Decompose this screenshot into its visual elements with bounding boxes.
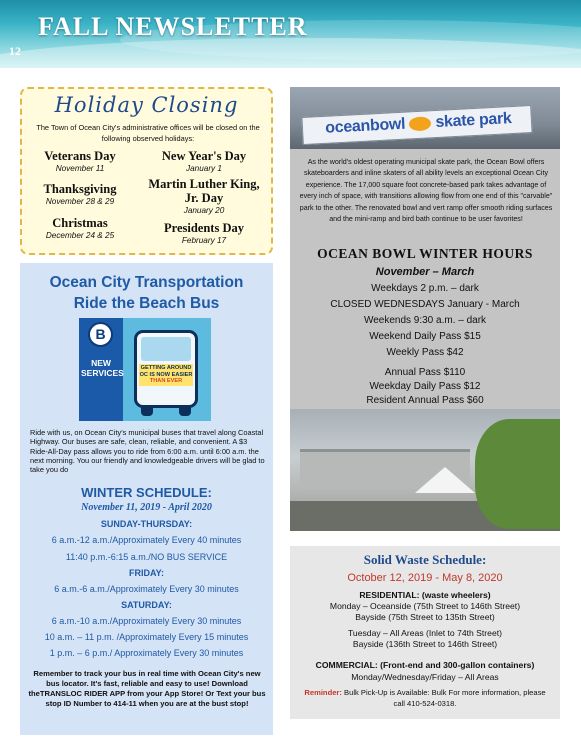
skate-hours-line: Weekends 9:30 a.m. – dark [363, 315, 487, 326]
bus-sign-line: THAN EVER [149, 378, 183, 385]
winter-schedule-dates: November 11, 2019 - April 2020 [81, 502, 212, 513]
bus-window [141, 337, 191, 361]
skate-hours-season: November – March [375, 266, 475, 278]
holiday-name: Veterans Day [44, 149, 116, 163]
holiday-item [140, 149, 268, 174]
bus-sign-line: GETTING AROUND [140, 365, 192, 371]
beach-bus-box [20, 263, 273, 735]
skate-pass-line: Weekday Daily Pass $12 [369, 381, 481, 392]
newsletter-title: FALL NEWSLETTER [38, 12, 308, 41]
schedule-line: 11:40 p.m.-6:15 a.m./NO BUS SERVICE [65, 552, 228, 562]
new-services-label: NEW SERVICES [81, 358, 124, 378]
skater-logo-icon [409, 116, 432, 131]
waste-line: Bayside (136th Street to 146th Street) [352, 639, 498, 649]
skate-park-box [290, 87, 560, 531]
holiday-title: Holiday Closing [54, 93, 239, 117]
skate-park-sign-text [311, 109, 527, 138]
schedule-line: 6 a.m.-10 a.m./Approximately Every 30 minutes [51, 616, 242, 626]
waste-line: RESIDENTIAL: (waste wheelers) [359, 590, 491, 600]
skate-park-sign [301, 105, 532, 145]
holiday-item [140, 221, 268, 246]
schedule-line: 1 p.m. – 6 p.m./ Approximately Every 30 minutes [49, 648, 244, 658]
holiday-item [30, 182, 130, 207]
waste-dates: October 12, 2019 - May 8, 2020 [347, 572, 503, 584]
schedule-line: 6 a.m.-6 a.m./Approximately Every 30 minutes [54, 584, 239, 594]
holiday-date: January 1 [186, 164, 222, 173]
waste-line: COMMERCIAL: (Front-end and 300-gallon containers) [315, 660, 535, 670]
winter-schedule-title: WINTER SCHEDULE: [81, 485, 212, 500]
holiday-date: November 11 [55, 164, 105, 173]
holiday-name: Thanksgiving [43, 182, 117, 196]
bus-sign [139, 364, 193, 386]
holiday-date: January 20 [183, 206, 225, 215]
schedule-day: SUNDAY-THURSDAY: [100, 519, 193, 529]
schedule-day: FRIDAY: [128, 568, 164, 578]
waste-title: Solid Waste Schedule: [363, 552, 487, 567]
tree [475, 419, 560, 529]
holiday-intro: The Town of Ocean City's administrative offices will be closed on the following observed holidays: [36, 123, 260, 143]
bus-promo-panel [79, 318, 123, 421]
skate-hours-line: Weekdays 2 p.m. – dark [371, 283, 479, 294]
bus-description: Ride with us, on Ocean City's municipal buses that travel along Coastal Highway. Our buses are safe, clean, reliable, and convenient. A $3 Ride-All-Day pass allows you to ride from 6:00 a.m. until 6:00 a.m. the next morning. You our friendly and knowledgeable drivers will be glad to take you do [30, 428, 265, 475]
skate-hours-title: OCEAN BOWL WINTER HOURS [317, 246, 533, 261]
bus-wheel [179, 406, 191, 416]
header-banner [0, 0, 581, 68]
sign-word: oceanbowl [324, 115, 406, 137]
holiday-item [30, 149, 130, 174]
bus-title-line: Ocean City Transportation [49, 274, 244, 291]
bus-title [20, 272, 273, 314]
reminder-label: Reminder: [304, 688, 342, 697]
schedule-line: 10 a.m. – 11 p.m. /Approximately Every 15 minutes [44, 632, 249, 642]
skate-park-sign-photo [290, 87, 560, 149]
skate-pass-line: Weekend Daily Pass $15 [369, 331, 481, 342]
reminder-text: Bulk Pick-Up is Available: Bulk For more information, please call 410-524-0318. [341, 688, 546, 708]
holiday-date: November 28 & 29 [45, 197, 115, 206]
bus-wheel [141, 406, 153, 416]
schedule-line: 6 a.m.-12 a.m./Approximately Every 40 minutes [51, 535, 242, 545]
schedule-day: SATURDAY: [121, 600, 172, 610]
holiday-item [140, 177, 268, 216]
bus-promo-graphic [79, 318, 211, 421]
holiday-date: December 24 & 25 [45, 231, 115, 240]
page-number: 12 [9, 44, 21, 58]
skate-park-description: As the world's oldest operating municipal skate park, the Ocean Bowl offers skateboarders and inline skaters of all ability levels an exceptional Ocean City experience. The 17,000 square foot concrete-based park takes advantage of every inch of space, with transitions allowing flow from one end of this "carvable" park to the other. The renovated bowl and vert ramp offer smooth riding surfaces and the mini-ramp and bird bath continue to be user favorites! [299, 158, 553, 224]
skate-hours-line: CLOSED WEDNESDAYS January - March [330, 299, 520, 310]
holiday-name: Martin Luther King, Jr. Day [148, 177, 260, 205]
holiday-name: Presidents Day [164, 221, 244, 235]
sign-word: skate park [435, 110, 512, 132]
waste-line: Monday/Wednesday/Friday – All Areas [351, 672, 499, 682]
skate-pass-line: Weekly Pass $42 [386, 347, 464, 358]
holiday-item [30, 216, 130, 241]
skate-pass-line: Annual Pass $110 [384, 367, 466, 378]
holiday-date: February 17 [181, 236, 227, 245]
holiday-name: Christmas [52, 216, 108, 230]
skate-pass-line: Resident Annual Pass $60 [366, 395, 484, 406]
bus-sign-line: OC IS NOW EASIER [139, 371, 193, 378]
waste-line: Bayside (75th Street to 135th Street) [355, 612, 495, 622]
bus-icon [134, 330, 198, 408]
waste-line: Tuesday – All Areas (Inlet to 74th Street) [348, 628, 502, 638]
waste-reminder [300, 687, 550, 709]
skate-park-photo [290, 409, 560, 531]
holiday-name: New Year's Day [161, 149, 247, 163]
waste-line: Monday – Oceanside (75th Street to 146th Street) [329, 601, 521, 611]
bus-title-line: Ride the Beach Bus [73, 295, 220, 312]
bus-logo-icon: B [88, 322, 113, 347]
bus-tracker-note: Remember to track your bus in real time with Ocean City's new bus locator. It's fast, reliable and easy to use! Download theTRANSLOC RIDER APP from your App Store! Or Text your bus stop ID Number to 414-11 when you are at the bust stop! [28, 669, 266, 708]
holiday-closing-box [20, 87, 273, 255]
solid-waste-box [290, 546, 560, 719]
